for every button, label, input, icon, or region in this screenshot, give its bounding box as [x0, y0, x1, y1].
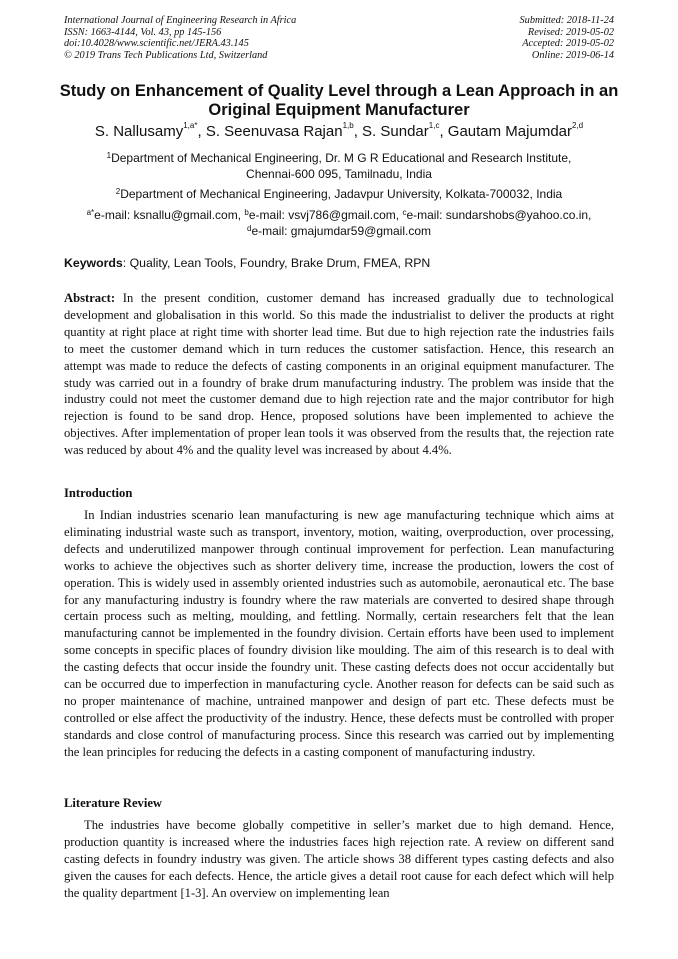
submitted-date: Submitted: 2018-11-24 — [519, 15, 614, 26]
author: S. Sundar$^{1,c}$ — [362, 121, 440, 140]
paragraph: The industries have become globally competitive in seller’s market due to high demand. Hence, production quantity is increased where the industries faces high rejection rate. A review on different sand casting defects in foundry industry was given. The article shows 38 different types casting defects and also given the causes for each defects. Hence, the article gives a detail root cause for each defect which will help the quality department [1-3]. An overview on implementing lean — [64, 818, 614, 900]
abstract — [64, 290, 614, 459]
revised-date: Revised: 2019-05-02 — [527, 26, 614, 38]
abstract-label: Abstract: — [64, 291, 116, 305]
keywords: Keywords: Quality, Lean Tools, Foundry, Brake Drum, FMEA, RPN — [64, 256, 431, 270]
title-line: Study on Enhancement of Quality Level through a Lean Approach in an — [59, 82, 619, 100]
affiliation-1: $^1$Department of Mechanical Engineering, Dr. M G R Educational and Research Institute, Chennai-600 095, Tamilnadu, India — [106, 151, 572, 181]
introduction-body — [64, 507, 614, 761]
paragraph: In Indian industries scenario lean manufacturing is new age manufacturing technique which aims at eliminating industrial waste such as transport, inventory, motion, waiting, overproduction, over processing, defects and underutilized manpower through continual improvement for perfection. Lean manufacturing works to achieve the objectives such as shorter delivery time, increase the production, lowers the cost of operation. This is widely used in assembly oriented industries such as automobile, aeronautical etc. The base for any manufacturing industry is foundry where the raw materials are converted to desired shape through certain process such as melting, moulding, and fettling. Normally, certain researchers felt that the lean manufacturing cannot be implemented in the foundry division. Certain efforts have been used to implement some concepts in specific places of foundry division like moulding. The aim of this research is to deal with the casting defects that occur inside the foundry unit. These casting defects does not occur accidentally but can be occurred due to imperfection in manufacturing cycle. Another reason for defects can be said such as no proper maintenance of machine, untrained manpower and design of part etc. These defects must be controlled or else affect the productivity of the industry. Hence, these defects must be controlled with proper standards and close control of manufacturing process. Since this research was carried out by implementing the lean principles for reducing the defects in a casting component of manufacturing industry. — [64, 508, 614, 759]
issn: ISSN: 1663-4144, Vol. 43, pp 145-156 — [64, 26, 222, 38]
author-list: S. Nallusamy$^{1,a*}$, S. Seenuvasa Rajan$^{1,b}$, S. Sundar$^{1,c}$, Gautam Majumdar$^{2,d}$ — [94, 121, 584, 140]
affiliation-2: $^2$Department of Mechanical Engineering, Jadavpur University, Kolkata-700032, India — [115, 187, 563, 201]
author: Gautam Majumdar$^{2,d}$ — [447, 121, 584, 140]
email-link[interactable]: $^b$e-mail: vsvj786@gmail.com, — [244, 208, 400, 222]
email-link[interactable]: $^{a*}$e-mail: ksnallu@gmail.com, — [86, 208, 242, 222]
author: S. Nallusamy$^{1,a*}$ — [94, 121, 198, 140]
journal-name: International Journal of Engineering Research in Africa — [64, 15, 297, 26]
accepted-date: Accepted: 2019-05-02 — [522, 38, 614, 50]
title-line: Original Equipment Manufacturer — [208, 101, 470, 119]
emails — [40, 207, 638, 239]
section-heading-introduction: Introduction — [64, 486, 133, 500]
copyright: © 2019 Trans Tech Publications Ltd, Switzerland — [64, 49, 268, 61]
journal-header — [64, 15, 614, 61]
email-link[interactable]: $^d$e-mail: gmajumdar59@gmail.com — [246, 224, 432, 238]
online-date: Online: 2019-06-14 — [531, 49, 614, 61]
author: S. Seenuvasa Rajan$^{1,b}$ — [205, 121, 354, 140]
doi: doi:10.4028/www.scientific.net/JERA.43.145 — [64, 38, 249, 50]
email-link[interactable]: $^c$e-mail: sundarshobs@yahoo.co.in, — [402, 208, 592, 222]
abstract-text: In the present condition, customer demand has increased gradually due to technological development and globalisation in this world. So this made the industrialist to deliver the products at right quantity at right place at right time with shorter lead time. But due to high rejection rate the industries fails to meet the customer demand which in turn reduces the customer satisfaction. Hence, this research an attempt was made to reduce the defects of casting components in an original equipment manufacturer. The study was carried out in a foundry of brake drum manufacturing industry. The problem was inside that the industry could not meet the customer demand due to high rejection rate and the major contributor for high rejection is found to be sand drop. Hence, proposed solutions have been implemented to achieve the objectives. After implementation of proper lean tools it was observed from the results that, the rejection rate was reduced by about 4% and the quality level was increased by about 4.4%. — [64, 291, 614, 458]
paper-title — [40, 82, 638, 120]
journal-info — [64, 15, 296, 61]
dates — [520, 15, 614, 61]
section-heading-literature-review: Literature Review — [64, 796, 163, 810]
literature-review-body — [64, 817, 614, 902]
